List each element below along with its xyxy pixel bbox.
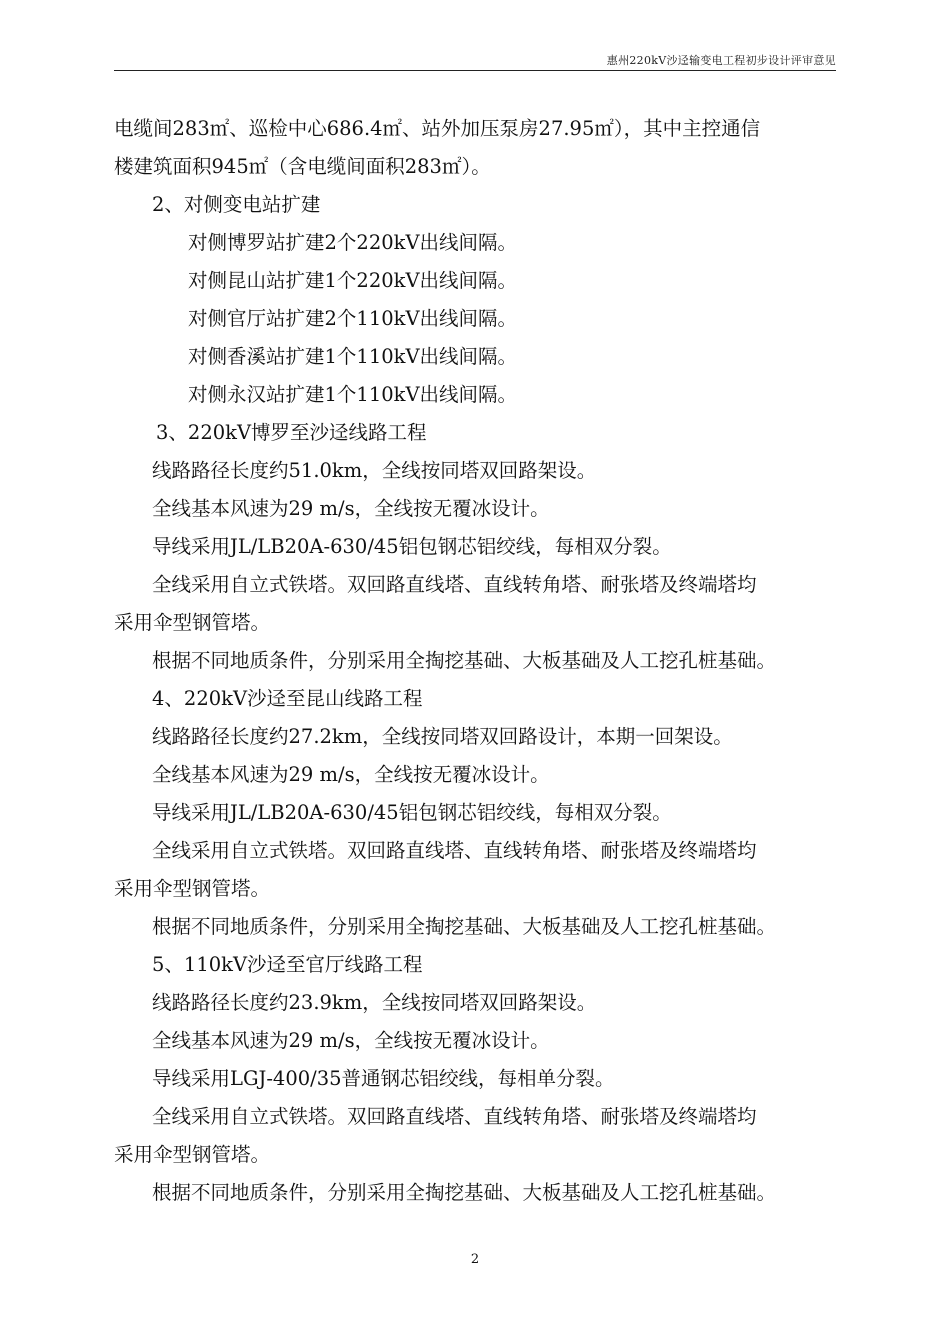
document-body: [114, 114, 850, 1216]
paragraph-line: 全线基本风速为29 m/s，全线按无覆冰设计。: [152, 497, 550, 520]
paragraph-line: 导线采用JL/LB20A-630/45铝包钢芯铝绞线，每相双分裂。: [152, 801, 672, 824]
paragraph-line: 采用伞型钢管塔。: [114, 877, 271, 900]
section-heading: 5、110kV沙迳至官厅线路工程: [152, 953, 423, 976]
paragraph-line: 根据不同地质条件，分别采用全掏挖基础、大板基础及人工挖孔桩基础。: [152, 1181, 777, 1204]
paragraph-line: 采用伞型钢管塔。: [114, 1143, 271, 1166]
list-item: 对侧昆山站扩建1个220kV出线间隔。: [188, 269, 518, 292]
running-header: 惠州220kV沙迳输变电工程初步设计评审意见: [606, 54, 836, 67]
list-item: 对侧官厅站扩建2个110kV出线间隔。: [188, 307, 518, 330]
list-item: 对侧香溪站扩建1个110kV出线间隔。: [188, 345, 518, 368]
paragraph-line: 导线采用JL/LB20A-630/45铝包钢芯铝绞线，每相双分裂。: [152, 535, 672, 558]
paragraph-line: 根据不同地质条件，分别采用全掏挖基础、大板基础及人工挖孔桩基础。: [152, 915, 777, 938]
paragraph-line: 楼建筑面积945㎡（含电缆间面积283㎡）。: [114, 155, 491, 178]
section-heading: 3、220kV博罗至沙迳线路工程: [156, 421, 427, 444]
section-heading: 2、对侧变电站扩建: [152, 193, 321, 216]
page-number: 2: [470, 1252, 480, 1267]
paragraph-line: 导线采用LGJ-400/35普通钢芯铝绞线，每相单分裂。: [152, 1067, 615, 1090]
paragraph-line: 全线采用自立式铁塔。双回路直线塔、直线转角塔、耐张塔及终端塔均: [152, 573, 757, 596]
paragraph-line: 采用伞型钢管塔。: [114, 611, 271, 634]
paragraph-line: 全线采用自立式铁塔。双回路直线塔、直线转角塔、耐张塔及终端塔均: [152, 1105, 757, 1128]
header-rule: [114, 70, 836, 71]
paragraph-line: 全线基本风速为29 m/s，全线按无覆冰设计。: [152, 763, 550, 786]
paragraph-line: 线路路径长度约51.0km，全线按同塔双回路架设。: [152, 459, 597, 482]
section-heading: 4、220kV沙迳至昆山线路工程: [152, 687, 423, 710]
paragraph-line: 全线基本风速为29 m/s，全线按无覆冰设计。: [152, 1029, 550, 1052]
paragraph-line: 电缆间283㎡、巡检中心686.4㎡、站外加压泵房27.95㎡），其中主控通信: [114, 117, 761, 140]
paragraph-line: 根据不同地质条件，分别采用全掏挖基础、大板基础及人工挖孔桩基础。: [152, 649, 777, 672]
paragraph-line: 线路路径长度约27.2km，全线按同塔双回路设计，本期一回架设。: [152, 725, 733, 748]
list-item: 对侧博罗站扩建2个220kV出线间隔。: [188, 231, 518, 254]
list-item: 对侧永汉站扩建1个110kV出线间隔。: [188, 383, 518, 406]
paragraph-line: 全线采用自立式铁塔。双回路直线塔、直线转角塔、耐张塔及终端塔均: [152, 839, 757, 862]
paragraph-line: 线路路径长度约23.9km，全线按同塔双回路架设。: [152, 991, 597, 1014]
